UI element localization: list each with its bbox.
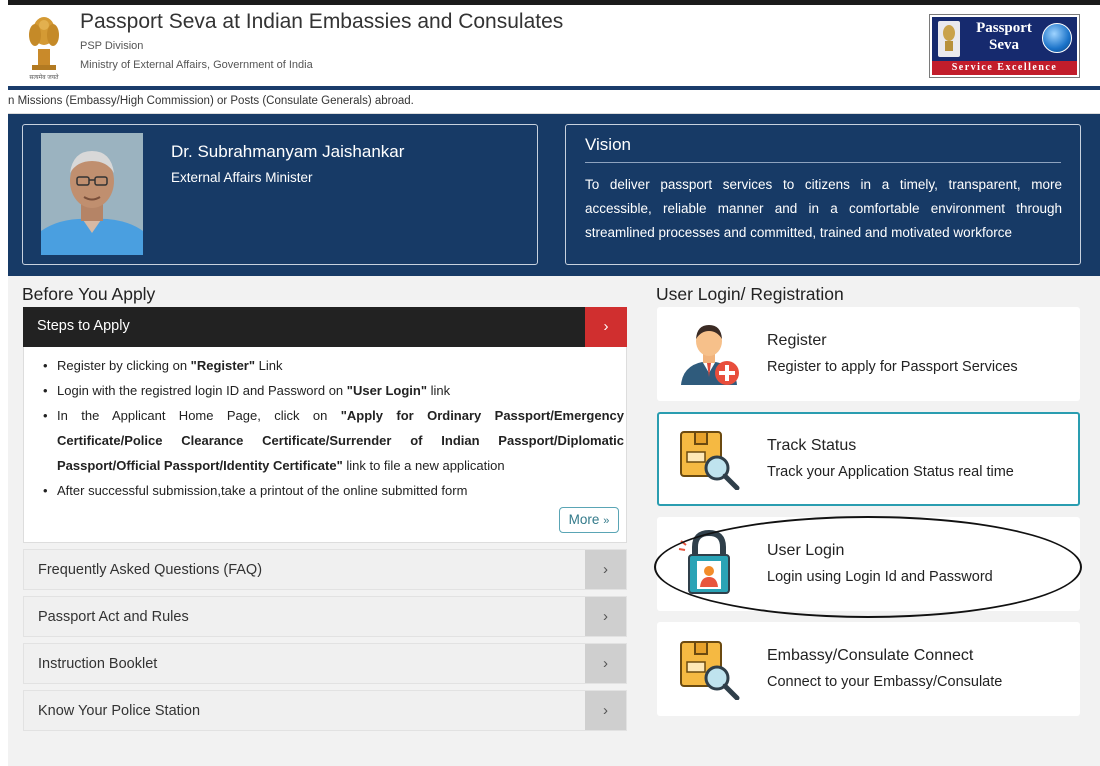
vision-card	[565, 124, 1081, 265]
ministry-label: Ministry of External Affairs, Government of India	[80, 59, 313, 71]
accordion-faq[interactable]	[23, 549, 627, 590]
track-status-card[interactable]	[657, 412, 1080, 506]
list-item: • After successful submission,take a printout of the online submitted form	[39, 478, 624, 503]
globe-icon	[1042, 23, 1072, 53]
info-band	[8, 114, 1100, 276]
site-header	[8, 5, 1100, 86]
logo-emblem-icon	[938, 21, 960, 57]
chevron-right-icon[interactable]: ›	[585, 307, 627, 347]
vision-divider	[585, 162, 1061, 163]
ticker-text: n Missions (Embassy/High Commission) or Posts (Consulate Generals) abroad.	[8, 95, 414, 107]
accordion-label: Know Your Police Station	[38, 703, 201, 719]
highlight-ellipse	[654, 516, 1082, 618]
chevron-right-icon[interactable]: ›	[585, 597, 626, 636]
list-item: • Register by clicking on "Register" Link	[39, 353, 624, 378]
embassy-connect-card[interactable]	[657, 622, 1080, 716]
box-search-icon	[677, 424, 743, 490]
national-emblem-icon	[24, 11, 64, 83]
minister-card	[22, 124, 538, 265]
accordion-label: Frequently Asked Questions (FAQ)	[38, 562, 263, 578]
logo-text-line2: Seva	[989, 37, 1019, 53]
minister-role: External Affairs Minister	[171, 170, 313, 185]
accordion-instruction-booklet[interactable]	[23, 643, 627, 684]
site-title: Passport Seva at Indian Embassies and Consulates	[80, 10, 564, 33]
more-label: More	[568, 512, 600, 527]
footer-strip	[8, 751, 1100, 766]
double-chevron-down-icon: »	[603, 515, 610, 527]
accordion-police-station[interactable]	[23, 690, 627, 731]
card-title: User Login	[767, 542, 845, 559]
accordion-label: Passport Act and Rules	[38, 609, 189, 625]
card-description: Connect to your Embassy/Consulate	[767, 674, 1003, 690]
chevron-right-icon[interactable]: ›	[585, 550, 626, 589]
steps-to-apply-header[interactable]	[23, 307, 627, 347]
list-item: • Login with the registred login ID and Password on "User Login" link	[39, 378, 624, 403]
register-card[interactable]	[657, 307, 1080, 401]
user-add-icon	[677, 319, 743, 385]
emblem-caption: सत्यमेव जयते	[29, 75, 59, 81]
accordion-label: Instruction Booklet	[38, 656, 158, 672]
logo-tagline: Service Excellence	[932, 61, 1077, 75]
chevron-right-icon[interactable]: ›	[585, 691, 626, 730]
card-title: Register	[767, 332, 827, 349]
news-ticker	[8, 90, 1100, 114]
steps-header-label: Steps to Apply	[37, 318, 130, 334]
card-title: Track Status	[767, 437, 857, 454]
chevron-right-icon[interactable]: ›	[585, 644, 626, 683]
accordion-passport-act[interactable]	[23, 596, 627, 637]
list-item: • In the Applicant Home Page, click on "Apply for Ordinary Passport/Emergency Certificate/Police Clearance Certificate/Surrender of Indian Passport/Diplomatic Passport/Official Passport/Identity Certificate" link to file a new application	[39, 403, 624, 478]
minister-photo	[41, 133, 143, 255]
card-description: Register to apply for Passport Services	[767, 359, 1018, 375]
minister-name: Dr. Subrahmanyam Jaishankar	[171, 142, 405, 161]
box-search-icon	[677, 634, 743, 700]
card-description: Login using Login Id and Password	[767, 569, 993, 585]
division-label: PSP Division	[80, 40, 144, 52]
steps-panel	[23, 347, 627, 543]
logo-text-line1: Passport	[976, 20, 1032, 36]
card-title: Embassy/Consulate Connect	[767, 647, 974, 664]
more-button[interactable]	[559, 507, 619, 533]
vision-title: Vision	[585, 135, 631, 154]
passport-seva-logo[interactable]	[929, 14, 1080, 78]
user-login-title: User Login/ Registration	[656, 284, 844, 304]
before-apply-title: Before You Apply	[22, 284, 156, 304]
steps-list	[39, 353, 624, 503]
card-description: Track your Application Status real time	[767, 464, 1014, 480]
vision-text: To deliver passport services to citizens in a timely, transparent, more accessible, reliable manner and in a comfortable environment through streamlined processes and committed, trained and motivated workforce	[585, 177, 1062, 240]
logo-panel	[932, 17, 1077, 75]
